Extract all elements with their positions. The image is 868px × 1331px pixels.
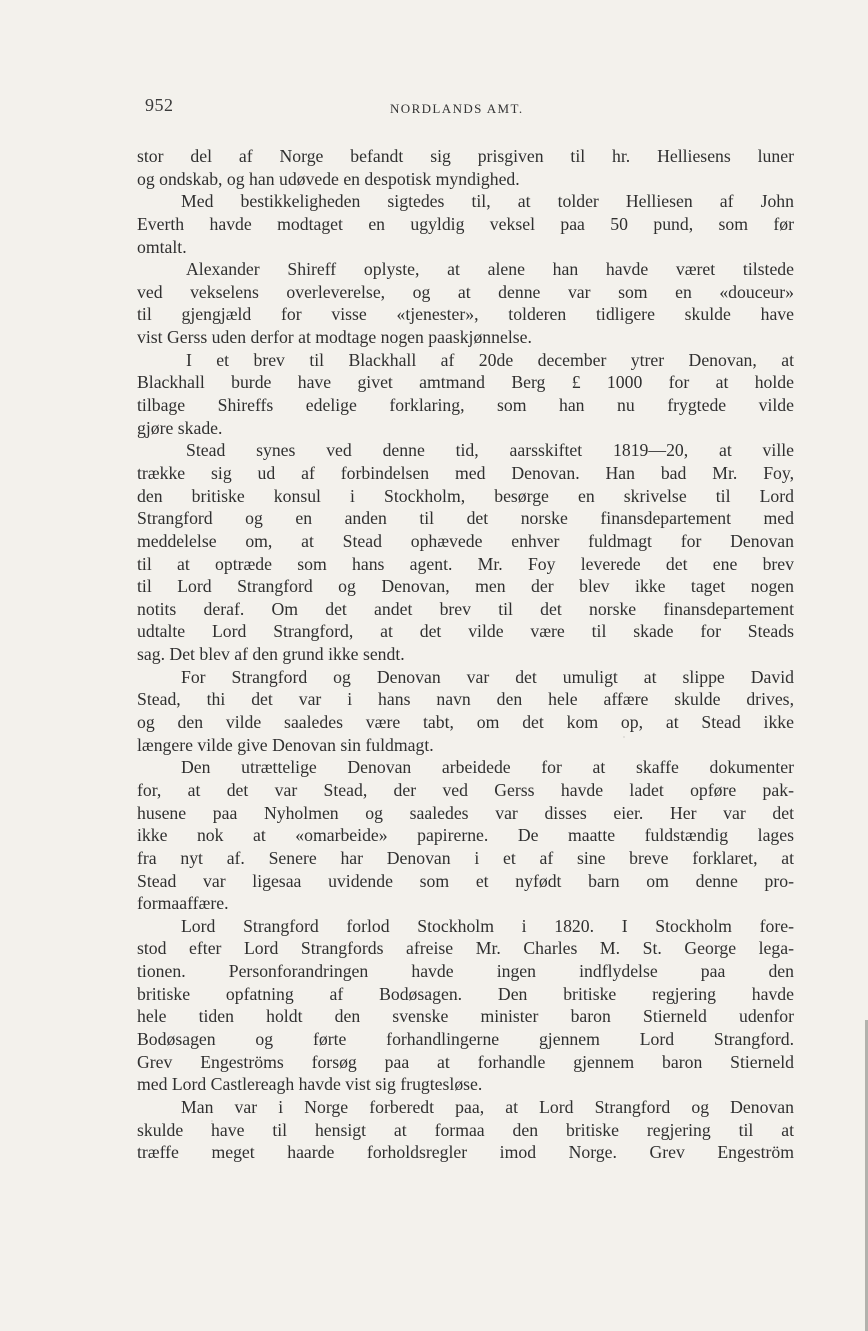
text-line: fra nyt af. Senere har Denovan i et af sine breve forklaret, at xyxy=(137,847,794,868)
text-line: Alexander Shireff oplyste, at alene han havde været tilstede xyxy=(186,259,794,280)
text-line: skulde have til hensigt at formaa den britiske regjering til at xyxy=(137,1119,794,1140)
text-line: stor del af Norge befandt sig prisgiven til hr. Helliesens luner xyxy=(137,146,794,166)
text-line: til gjengjæld for visse «tjenester», tolderen tidligere skulde have xyxy=(137,304,794,325)
text-line: gjøre skade. xyxy=(137,417,223,438)
text-line: Everth havde modtaget en ugyldig veksel paa 50 pund, som før xyxy=(137,213,794,234)
text-line: formaaffære. xyxy=(137,893,229,914)
text-line: den britiske konsul i Stockholm, besørge en skrivelse til Lord xyxy=(137,485,794,506)
body-text xyxy=(137,145,794,1164)
text-line: sag. Det blev af den grund ikke sendt. xyxy=(137,644,405,665)
text-line: tionen. Personforandringen havde ingen indflydelse paa den xyxy=(137,961,794,982)
text-line: for, at det var Stead, der ved Gerss havde ladet opføre pak- xyxy=(137,779,794,800)
text-line: omtalt. xyxy=(137,236,187,257)
text-line: husene paa Nyholmen og saaledes var disses eier. Her var det xyxy=(137,802,794,823)
page-number: 952 xyxy=(145,95,174,115)
text-line: Den utrættelige Denovan arbeidede for at skaffe dokumenter xyxy=(181,757,794,778)
text-line: længere vilde give Denovan sin fuldmagt. xyxy=(137,734,434,755)
text-line: og den vilde saaledes være tabt, om det kom op, at Stead ikke xyxy=(137,712,794,733)
text-line: Grev Engeströms forsøg paa at forhandle gjennem baron Stierneld xyxy=(137,1051,794,1072)
text-line: tilbage Shireffs edelige forklaring, som han nu frygtede vilde xyxy=(137,395,794,416)
text-line: til Lord Strangford og Denovan, men der blev ikke taget nogen xyxy=(137,576,794,597)
text-line: Lord Strangford forlod Stockholm i 1820. I Stockholm fore- xyxy=(181,915,794,936)
page-header xyxy=(145,92,793,122)
text-line: og ondskab, og han udøvede en despotisk myndighed. xyxy=(137,168,520,189)
text-line: træffe meget haarde forholdsregler imod Norge. Grev Engeström xyxy=(137,1142,794,1163)
text-line: Stead synes ved denne tid, aarsskiftet 1819—20, at ville xyxy=(186,440,794,461)
text-line: ved vekselens overleverelse, og at denne var som en «douceur» xyxy=(137,281,794,302)
text-line: ikke nok at «omarbeide» papirerne. De maatte fuldstændig lages xyxy=(137,825,794,846)
text-line: I et brev til Blackhall af 20de december ytrer Denovan, at xyxy=(186,349,794,370)
text-line: med Lord Castlereagh havde vist sig frugtesløse. xyxy=(137,1074,483,1095)
text-line: Med bestikkeligheden sigtedes til, at tolder Helliesen af John xyxy=(181,191,794,212)
paper-speck xyxy=(211,1120,213,1122)
text-line: udtalte Lord Strangford, at det vilde være til skade for Steads xyxy=(137,621,794,642)
text-line: trække sig ud af forbindelsen med Denovan. Han bad Mr. Foy, xyxy=(137,462,794,483)
text-line: Stead, thi det var i hans navn den hele affære skulde drives, xyxy=(137,689,794,710)
paper-speck xyxy=(623,736,625,738)
text-line: Stead var ligesaa uvidende som et nyfødt barn om denne pro- xyxy=(137,870,794,891)
text-line: til at optræde som hans agent. Mr. Foy leverede det ene brev xyxy=(137,553,794,574)
text-line: notits deraf. Om det andet brev til det norske finansdepartement xyxy=(137,598,794,619)
text-line: stod efter Lord Strangfords afreise Mr. Charles M. St. George lega- xyxy=(137,938,794,959)
text-line: britiske opfatning af Bodøsagen. Den britiske regjering havde xyxy=(137,983,794,1004)
paper-speck xyxy=(495,268,497,270)
text-line: Man var i Norge forberedt paa, at Lord Strangford og Denovan xyxy=(181,1096,794,1117)
text-line: Strangford og en anden til det norske finansdepartement med xyxy=(137,508,794,529)
text-line: Bodøsagen og førte forhandlingerne gjennem Lord Strangford. xyxy=(137,1028,794,1049)
running-head: NORDLANDS AMT. xyxy=(390,101,524,116)
text-line: Blackhall burde have givet amtmand Berg £ 1000 for at holde xyxy=(137,372,794,393)
text-line: For Strangford og Denovan var det umuligt at slippe David xyxy=(181,666,794,687)
text-line: vist Gerss uden derfor at modtage nogen paaskjønnelse. xyxy=(137,327,532,348)
text-line: meddelelse om, at Stead ophævede enhver fuldmagt for Denovan xyxy=(137,530,794,551)
text-line: hele tiden holdt den svenske minister baron Stierneld udenfor xyxy=(137,1006,794,1027)
